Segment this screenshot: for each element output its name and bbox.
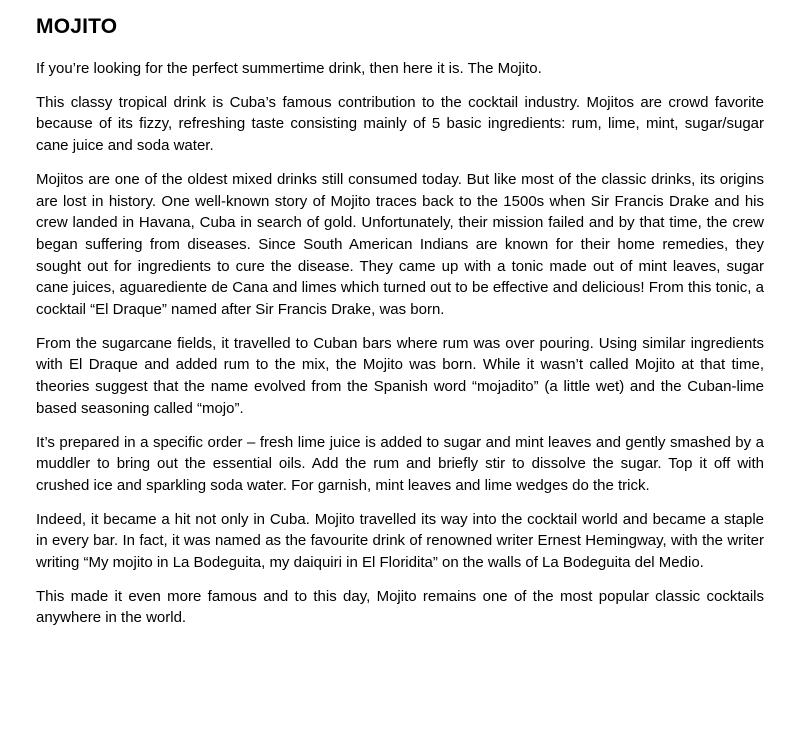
paragraph-description: This classy tropical drink is Cuba’s famous contribution to the cocktail industry. Mojitos are crowd favorite because of its fizzy, refreshing taste consisting mainly of 5 basic ingredients: rum, lime, mint, sugar/sugar cane juice and soda water. — [36, 93, 764, 155]
paragraph-popularity: Indeed, it became a hit not only in Cuba. Mojito travelled its way into the cocktail world and became a staple in every bar. In fact, it was named as the favourite drink of renowned writer Ernest Hemingway, with the writer writing “My mojito in La Bodeguita, my daiquiri in El Floridita” on the walls of La Bodeguita del Medio. — [36, 510, 764, 572]
paragraph-preparation: It’s prepared in a specific order – fresh lime juice is added to sugar and mint leaves and gently smashed by a muddler to bring out the essential oils. Add the rum and briefly stir to dissolve the sugar. Top it off with crushed ice and sparkling soda water. For garnish, mint leaves and lime wedges do the trick. — [36, 433, 764, 494]
paragraph-history: From the sugarcane fields, it travelled to Cuban bars where rum was over pouring. Using similar ingredients with El Draque and added rum to the mix, the Mojito was born. While it wasn’t called Mojito at that time, theories suggest that the name evolved from the Spanish word “mojadito” (a little wet) and the Cuban-lime based seasoning called “mojo”. — [36, 334, 764, 417]
document-title: MOJITO — [36, 15, 118, 38]
paragraph-conclusion: This made it even more famous and to this day, Mojito remains one of the most popular classic cocktails anywhere in the world. — [36, 587, 764, 627]
paragraph-intro: If you’re looking for the perfect summertime drink, then here it is. The Mojito. — [36, 60, 542, 77]
paragraph-origins: Mojitos are one of the oldest mixed drinks still consumed today. But like most of the classic drinks, its origins are lost in history. One well-known story of Mojito traces back to the 1500s when Sir Francis Drake and his crew landed in Havana, Cuba in search of gold. Unfortunately, their mission failed and by that time, the crew began suffering from diseases. Since South American Indians are known for their home remedies, they sought out for ingredients to cure the disease. They came up with a tonic made out of mint leaves, sugar cane juices, aguarediente de Cana and limes which turned out to be effective and delicious! From this tonic, a cocktail “El Draque” named after Sir Francis Drake, was born. — [36, 170, 764, 319]
